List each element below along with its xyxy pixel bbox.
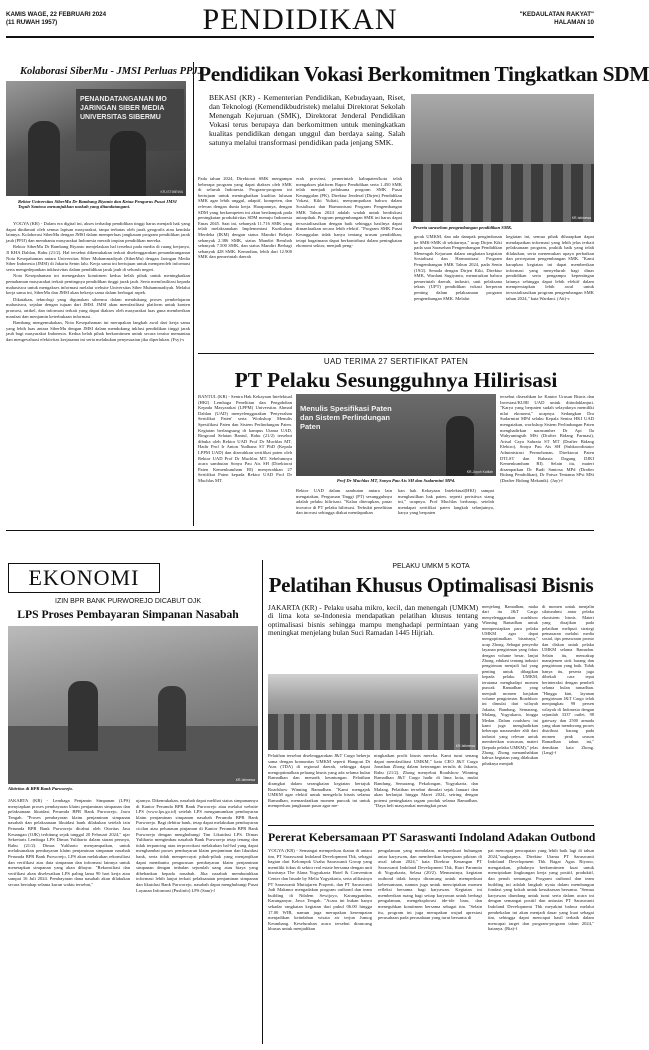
story3-caption: Prof Dr Muchlas MT, Sonya Pau Ais SH dan Sudarmini MPd. (336, 478, 456, 483)
story4-col2: ujarnya. Dikemukakan, nasabah dapat melihat status simpanannya di Kantor Perumda BPR Bank Purworejo atau melalui website LPS (www.lps.go.id) setelah LPS mengumumkan pembayaran klaim penjaminan simpanan nasabah Perumda BPR Bank Purworejo. Bagi debitur bank, tetap dapat melakukan pembayaran cicilan atau pelunasan pinjaman di Kantor Perumda BPR Bank Purworejo dengan menghubungi Tim Likuidasi LPS. Dimas Yuliharto mengimbau nasabah Bank Purworejo tetap tenang dan tidak terpancing atau terprovokasi melakukan hal-hal yang dapat menghambat proses pembayaran klaim penjaminan dan likuidasi bank, serta tidak mempercayai pihak-pihak yang menjanjikan dapat membantu pengurusan pembayaran klaim penjaminan simpanan dengan imbalan sejumlah uang atau biaya yang dibebankan kepada nasabah. Jika nasabah membutuhkan informasi lebih lanjut terkait pelaksanaan penjaminan simpanan dan likuidasi Bank Purworejo, nasabah dapat menghubungi Pusat Layanan Informasi (Puslinfo) LPS (Sam)-f (136, 798, 258, 893)
story2-col4: kegiatan ini, semua pihak diharapkan dapat mendapatkan informasi yang lebih jelas terkait pelaksanaan program, praktik baik yang telah dilakukan, serta menemukan upaya perbaikan dan percepatan pengembangan SMK. "Kami harapkan kegiatan ini dapat memberikan informasi yang menyeluruh bagi dinas pendidikan serta pengampu kepentingan lainnya sehingga dapat lebih efektif dalam mempersiapkan lebih awal untuk tersosialisasikan program pengembangan SMK tahun 2024," kata Wardani. (Ati)-s (506, 234, 594, 301)
page-number: HALAMAN 10 (554, 18, 594, 26)
story5-col2: ningkatkan profit bisnis mereka. Kami turut senang dapat memfasilitasi UMKM," kata CEO J&T Cargo Jonathan Zhong dalam keterangan tertulis di Jakarta, Rabu (21/2). Zhong menyebut Roadshow Winning Ramadhan J&T Cargo hadir di lima kota, mulai Bandung, Semarang, Pekalongan, Yogyakarta, dan Malang. Pelatihan tersebut dimulai sejak Januari dan akan berlanjut hingga Maret 2024, seiring dengan potensi peningkatan ragam produk selama Ramadhan. "Daya beli masyarakat meningkat pesat (374, 753, 478, 809)
story1-kicker: Kolaborasi SiberMu - JMSI Perluas PPJJ (20, 66, 203, 77)
story3-col1: BANTUL (KR) - Sentra Hak Kekayaan Intelektual (HKI) Lembaga Penelitian dan Pengabdian Kepada Masyarakat (LPPM) Universitas Ahmad Dahlan (UAD) menyelenggarakan 'Penyerahan Sertifikat Paten' serta Workshop Menulis Spesifikasi Paten dan Sistem Perlindungan Paten. Kegiatan berlangsung di kampus Utama UAD, Ringroad Selatan Bantul, Rabu (21/2) tersebut dibuka oleh Rektor UAD Prof Dr Muchlas MT. Hadir Prof Ir Anton Yudhana ST PhD (Kepala LPPM UAD) dan diserahkan sertifikat paten oleh Rektor UAD Prof Dr Muchlas MT. Sebelumnya acara sambutan Sonya Pau Ais SH (Direktorat Paten Kemenkumham RI) menyerahkan 27 Sertifikat Paten kepada Rektor UAD Prof Dr Muchlas MT. (198, 394, 292, 483)
paper-name: "KEDAULATAN RAKYAT" (519, 11, 594, 18)
story5-col-right: di momen untuk menjalin silaturahmi antar pelaku ekosistem bisnis. Materi yang disajikan pada pelatihan meliputi strategi pemasaran melalui media sosial, tips penawaran promo dan diskon untuk pelaku UMKM selama Ramadan. Selain itu, mencakup manajemen stok barang dan pengiriman yang baik. Tidak hanya itu, peserta juga dibekali cara tepat berinteraksi dengan pembeli selama bulan ramadhan. "Hingga kini, layanan pengiriman J&T Cargo telah menjangkau 98 persen wilayah di Indonesia dengan sejumlah 3337 outlet, 98 gateway dan 2500 armada yang akan mendorong proses distribusi barang pada momen peak season Ramadhan tahun ini," demikian kata Zhong. (Lmg)-f (542, 604, 594, 755)
story2-col2: erah provinsi, pemerintah kabupaten/kota telah mengakses platform Rapor Pendidikan serta 1.450 SMK telah menjadi pelaksana program SMK Pusat Keunggulan (PK). Direktur Jenderal (Dirjen) Pendidikan Vokasi, Kiki Yuliati, menyampaikan bahwa dalam Sosialisasi dan Harmonisasi Program Pengembangan SMK Tahun 2024 adalah wadah untuk berdiskusi antarpihak. Program pengembangan SMK ini harus dapat tersosialisasikan dengan baik sehingga hasilnya dapat dimanfaatkan secara lebih efektif. "Program SMK Pusat Keunggulan tidak hanya tentang urusan pendidikan, tetapi bagaimana dapat berkontribusi dalam peningkatan ekonomi sektor, menjadi peng- (296, 176, 402, 249)
story4-kicker: IZIN BPR BANK PURWOREJO DICABUT OJK (55, 598, 201, 605)
story6-col3: pat mencapai pencapaian yang lebih baik lagi di tahun 2024,"ungkapnya. Direktur Utama PT Saraswanti Indoland Development Tbk Bagat Agus Riyono, mengatakan, pihaknya berkomitmen kuat untuk menciptakan lingkungan kerja yang positif, produktif, dan penuh semangat. Program outbond dan team building ini adalah langkah nyata dalam membangun fondasi yang kokoh untuk kesuksesan bersama. "Semua karyawan diundang untuk turut serta dalam acara ini dengan semangat positif dan antusias PT Saraswanti Indoland Development Tbk meyakini bahwa melalui pembekalan ini akan menjadi dasar yang kuat sebagai tim, sehingga dapat mencapai hasil terbaik dalam mencapai target dan program-program tahun 2024," katanya. (Ria)-f (488, 848, 594, 932)
story5-col-lead: menjelang Ramadhan, maka dari itu J&T Cargo menyelenggarakan roadshow Winning Ramadhan untuk mempersiapkan para pelaku UMKM agar dapat mengoptimalkan bisnisnya," ucap Zhong. Sebagai penyedia layanan pengiriman yang fokus dengan volume besar, lanjut Zhong, edukasi tentang industri pengiriman menjadi hal yang penting untuk dibagikan kepada pelaku UMKM, terutama menghadapi momen puncak Ramadhan yang menjadi momen lonjakan volume pengiriman. Roadshow ini dimulai dari wilayah Jakarta, Bandung, Semarang, Malang, Yogyakarta, hingga Medan. Dalam roadshow ini kami juga menghadirkan beberapa narasumber ahli dari industri yang relevan untuk memberikan wawasan, materi (kepada pelaku UMKM)," jelas Zhong. Zhong menambahkan bahwa kegiatan yang dilakukan pihaknya menjadi (482, 604, 538, 766)
javanese-date-line: (11 RUWAH 1957) (6, 18, 58, 26)
person-right (110, 131, 146, 196)
customer-figure (68, 681, 98, 751)
story5-bottom-rule (268, 825, 594, 826)
story3-headline: PT Pelaku Sesungguhnya Hilirisasi (234, 368, 558, 392)
story4-col1: JAKARTA (KR) - Lembaga Penjamin Simpanan (LPS) menyiapkan proses pembayaran klaim penjaminan simpanan dan pelaksanaan likuidasi Perumda BPR Bank Purworejo, Jawa Tengah. "Proses pembayaran klaim penjaminan simpanan nasabah dan pelaksanaan likuidasi bank dilakukan setelah izin Perumda BPR Bank Purworejo dicabut oleh Otoritas Jasa Keuangan (OJK) terhitung sejak tanggal 20 Februari 2024," ujar Sekretaris Lembaga LPS Dimas Yuliharto dalam siaran persnya, Rabu (21/2). Dimas Yuliharto menyampaikan, untuk melaksanakan pembayaran klaim penjaminan simpanan nasabah Perumda BPR Bank Purworejo, LPS akan melakukan rekonsiliasi dan verifikasi atas data simpanan dan informasi lainnya untuk menetapkan simpanan yang akan dibayar. "Rekonsiliasi dan verifikasi akan diselesaikan LPS paling lama 90 hari kerja atau sampai 16 Juli 2024. Pembayaran dana nasabah akan dilakukan secara bertahap selama kurun waktu tersebut," (8, 798, 130, 887)
story1-divider (193, 62, 194, 526)
story2-lead: BEKASI (KR) - Kementerian Pendidikan, Kebudayaan, Riset, dan Teknologi (Kemendikbudristek) melalui Direktorat Sekolah Menengah Kejuruan (SMK), Direktorat Jenderal Pendidikan Vokasi terus berupaya dan berkomitmen untuk meningkatkan kualitas pendidikan dengan unggul dan berdaya saing. Salah satunya melalui transformasi pendidikan pada jenjang SMK. (209, 93, 405, 147)
paragraph: Dikatakan, teknologi yang digunakan sibermu dalam mendukung proses pembelajaran mahasiswa, sejalan dengan tujuan dari JMSI. JMSI akan memfasilitasi platform untuk konten promosi, artikel, dan informasi terkait yang dapat diakses oleh masyarakat luas guna memberikan manfaat dan menjamin keterbukaan informasi. (6, 296, 190, 319)
story1-caption: Rektor Universitas SiberMu Dr Bambang Riyanto dan Ketua Pengurus Pusat JMSI Teguh Santoso menunjukkan naskah yang ditandatangani. (18, 199, 177, 210)
story5-col1: Pelatihan tersebut diselenggarakan J&T Cargo bekerja sama dengan komunitas UMKM seperti Hangout Di Atas (TDA) di regional daerah, sehingga dapat mengoptimalkan peluang bisnis yang ada selama bulan Ramadhan dan menarik keuntungan. Pelatihan dirangkai dalam serangkaian kegiatan bertajuk Roadshow Winning Ramadhan. "Kami mengajak UMKM agar efektif untuk mengelola bisnis selama Ramadhan, memanfaatkan momen puncak ini untuk memperluas jangkauan pasar agar me- (268, 753, 370, 809)
participants-row (268, 714, 478, 750)
ekonomi-section-box (8, 563, 160, 593)
story4-headline: LPS Proses Pembayaran Simpanan Nasabah (17, 608, 239, 621)
section-title: PENDIDIKAN (202, 3, 398, 36)
photo-slide-title: Menulis Spesifikasi Paten dan Sistem Perlindungan Paten (300, 404, 392, 431)
story2-bottom-rule (198, 353, 594, 354)
paragraph: YOGYA (KR) - Dalam era digital ini, akses terhadap pendidikan tinggi harus menjadi hak yang dapat dinikmati oleh semua lapisan masyarakat, tanpa terbatas oleh jarak geografis atau kendala lainnya. Kolaborasi SiberMu dengan JMSI dalam memperluas jangkauan program pendidikan jarak jauh (PPJJ) dan membantu masyarakat Indonesia meraih impian pendidikan mereka. (6, 221, 190, 243)
person-left (28, 121, 60, 196)
date-line: KAMIS WAGE, 22 FEBRUARI 2024 (6, 11, 107, 18)
ekonomi-section-title: EKONOMI (28, 565, 140, 590)
story3-kicker: UAD TERIMA 27 SERTIFIKAT PATEN (323, 357, 469, 366)
story6-col1: YOGYA (KR) - Semangat memperluas ikatan di antara tim, PT Saraswanti Indoland Development Tbk, sebagai bagian dari Kelompok Usaha Saraswanti Group yang memiliki fokus di sektor real estate bersama dengan unit bisnisnya The Alana Yogyakarta Hotel & Convention Center dan Insade by Melia Yogyakarta, serta afiliasinya PT Saraswanti Mutiajaren Properti, dan PT Saraswanti Jadi Makmur mengadakan program outbond dan team building di Ndalem Sewijoyo, Karangpandan, Karanganyar, Jawa Tengah. "Acara ini bukan hanya sekadar rangkaian kegiatan dari pukul 06.00 hingga 17.00 WIB, namun juga merupakan kesempatan menjadikan keindahan wisata air terjun Jumog Keumbang. Keseluruhan acara tersebut dirancang khusus untuk menjadikan (268, 848, 372, 932)
story2-col1: Pada tahun 2024, Direktorat SMK mengampu beberapa program yang dapat diakses oleh SMK di seluruh Indonesia. Program-program ini bertujuan untuk meningkatkan kualitas lulusan SMK agar lebih unggul, adaptif, kompeten, dan relevan dengan dunia kerja. Harapannya, dengan SDM yang berkompeten ini akan berdampak pada peningkatan produktivitas SDM menuju Indonesia Emas 2045. Saat ini, sebanyak 11.716 SMK yang telah melaksanakan Implementasi Kurikulum Merdeka (IKM) dengan status Mandiri Belajar sebanyak 2.386 SMK, status Mandiri Berubah sebanyak 7.500 SMK, dan status Mandiri Berbagi sebanyak 428 SMK. Kemudian, lebih dari 12.900 SMK dan pemerintah daerah (198, 176, 292, 260)
photo-credit: KR-Istimewa (571, 216, 591, 220)
story5-headline: Pelatihan Khusus Optimalisasi Bisnis (268, 573, 594, 597)
counter-desk (8, 726, 258, 784)
story2-headline: Pendidikan Vokasi Berkomitmen Tingkatkan SDM (198, 62, 649, 86)
story3-col2: Rektor UAD dalam sambutan antara lain mengatakan, Perguruan Tinggi (PT) sesungguhnya adalah pelaku hilirisasi. "Kalau diterapkan, pasar inovator di PT pelaku hilirisasi. Terbukti penelitian dan inovasi sehingga diakui mendapatkan (296, 488, 392, 516)
paragraph: Nota Kesepahaman ini menegaskan komitmen kedua belah pihak untuk meningkatkan pemahaman masyarakat terkait pentingnya pendidikan tinggi jarak jauh. Serta memfasilitasi kepada mahasiswa untuk mengakses informasi melalui website Universitas Siber Muhammadiyah. Melalui kerja sama ini, SiberMu dan JMSI akan bekerja sama dalam berbagai aspek. (6, 273, 190, 296)
story5-lead: JAKARTA (KR) - Pelaku usaha mikro, kecil, dan menengah (UMKM) di lima kota se-Indonesia mendapatkan pelatihan khusus tentang optimalisasi bisnis sehingga mampu menghadapi permintaan yang meningkat menjelang bulan Suci Ramadan 1445 Hijriah. (268, 603, 478, 638)
story4-photo (8, 626, 258, 784)
photo-credit: KR-Joyoh Katilah (466, 470, 493, 474)
story5-photo (268, 674, 478, 750)
story1-body (6, 221, 190, 519)
customer-figure (158, 686, 186, 751)
photo-banner: PENANDATANGANAN MO JARINGAN SIBER MEDIA UNIVERSITAS SIBERMU (76, 89, 184, 151)
story2-col3: gerak UMKM, dan ada dampak pengimbasan ke SMK-SMK di sekitarnya," ucap Dirjen Kiki pada saat Sarasehan Pengembangan Pendidikan Menengah Kejuruan dalam rangkaian kegiatan Sosialisasi dan Harmonisasi Program Pengembangan SMK Tahun 2024, pada Senin (19/2). Senada dengan Dirjen Kiki, Direktur SMK, Wardani Sugiyanto, menuturkan bahwa pemerintah daerah, industri, unit pelaksana teknis (UPT) pendidikan vokasi berperan penting dalam pelaksanaan program pengembangan SMK. Melalui (414, 234, 502, 301)
story6-col2: pengalaman yang mendalam, memperkuat hubungan antar karyawan, dan memberikan kesegaran pikiran di awal tahun 2024," kata Direktur Keuangan PT Saraswanti Indoland Development Tbk, Ratri Paramita di Yogyakarta, Selasa (20/2). Menurutnya, kegiatan outbond tidak hanya dirancang untuk memperkuat kebersamaan, namun juga untuk menciptakan momen refleksi bersama bagi karyawan. Kegiatan ini memberikan ruang bagi setiap karyawan untuk berbagi pengalaman, mengeksplorasi ide-ide baru, dan meneguhkan komitmen bersama sebagai tim. "Selain itu, program ini juga merupakan wujud apresiasi perusahaan pada perusahaan yang turut bersama di (378, 848, 482, 921)
photo-presenter (446, 416, 474, 476)
paragraph: Rektor SiberMu Dr Bambang Riyanto menjelaskan hal tersebut pada media di ruang kerjanya, Jl KHA Dahlan, Rabu (21/2). Hal tersebut dikemukakan terkait diselenggarakan penandatanganan Nota Kesepahaman antara Universitas Siber Muhammadiyah (SiberMu) dengan Jaringan Media Siber Indonesia (JMSI) di Jakarta Senin lalu. Kerja sama ini bertujuan untuk memperoleh informasi serta mengedepankan inklusivitas dalam pendidikan jarak jauh di seluruh negeri. (6, 244, 190, 272)
page-info (440, 11, 594, 26)
story3-col3: kan hak Kekayaan Intelektual(HKI) sampai menghasilkan hak paten, seperti peristiwa siang ini," ucapnya. Prof Muchlas berharap, setelah mendapat sertifikat paten langkah selanjutnya, karya yang berpaten (398, 488, 494, 516)
story2-photo (411, 94, 594, 222)
photo-credit: KR-Istimewa (455, 744, 475, 748)
story6-headline: Pererat Kebersamaan PT Saraswanti Indoland Adakan Outbond (268, 830, 596, 844)
story3-col4: tersebut diserahkan ke Kantor Urusan Bisnis dan Investasi/KUBI UAD untuk ditindaklanjuti. "Karya yang berpaten sudah selayaknya memiliki nilai ekonomi," ucapnya. Sedangkan Dra Sudarmini MPd selaku Kepala Sentra HKI UAD mengatakan, workshop Sistem Perlindungan Paten menghadirkan narasumber Dr Api Ila Wahyuningsih MSi (Drafter Bidang Farmasi), Arisal Caya Sahrata ST MT (Drafter Bidang Elektro), Sonya Pau Ais SH (Subkoordinator Administrasi Permohonan, Direktorat Paten DTLST dan Rahasia Dagang DJKI Kemenkumham RI). Selain itu, materi disampaikan Dr Budi Santosa MPd (Drafter Bidang Pendidikan), Dr Fatwa Tentama SPsi MSi (Drafter Bidang Mekanik). (Jay)-f (500, 394, 594, 483)
story5-kicker: PELAKU UMKM 5 KOTA (392, 563, 470, 570)
story4-caption: Aktivitas di BPR Bank Purworejo. (8, 786, 73, 791)
masthead-rule (6, 36, 594, 38)
story2-caption: Peserta sarasehan pengembangan pendidikan SMK. (413, 225, 513, 230)
story3-photo (296, 394, 496, 476)
ekonomi-divider (262, 560, 263, 1044)
photo-credit: KR-Istimewa (235, 778, 255, 782)
edition-date (6, 11, 176, 26)
paragraph: Bambang mengemukakan, Nota Kesepahaman ini merupakan langkah awal dari kerja sama yang lebih luas antara SiberMu dengan JMSI dalam mendukung inklusi pendidikan tinggi jarak jauh bagi masyarakat Indonesia. Kedua belah pihak berkomitmen untuk secara teratur memantau dan mengevaluasi efektivitas kerjasama ini serta melakukan penyesuaian jika diperlukan. (Fsy)-s (6, 320, 190, 342)
audience-row (411, 164, 594, 222)
photo-credit: KR-ISTIMEWA (160, 190, 183, 194)
story1-photo (6, 81, 186, 196)
section-divider (6, 530, 594, 531)
